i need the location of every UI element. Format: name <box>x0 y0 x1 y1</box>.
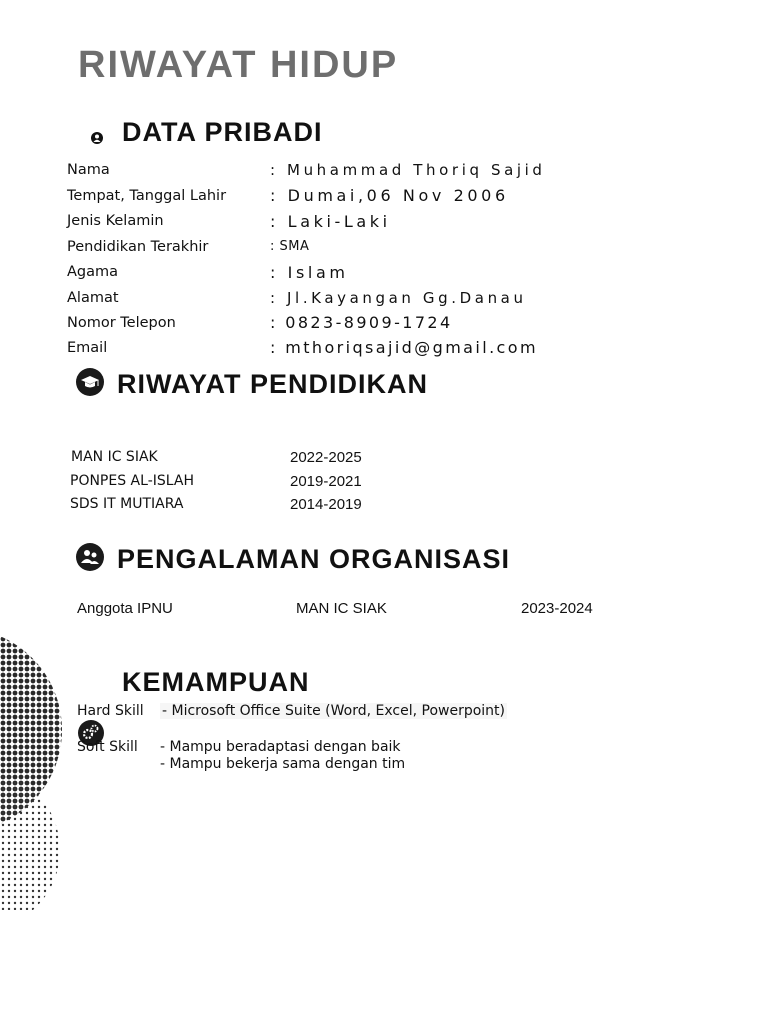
field-label-telepon: Nomor Telepon <box>67 315 176 331</box>
soft-skill-item: - Mampu bekerja sama dengan tim <box>160 756 406 772</box>
field-value-ttl: : Dumai,06 Nov 2006 <box>270 186 509 205</box>
education-years: 2014-2019 <box>290 496 362 513</box>
education-school: SDS IT MUTIARA <box>70 496 184 512</box>
hard-skill-label: Hard Skill <box>77 703 144 719</box>
field-label-alamat: Alamat <box>67 290 119 306</box>
education-school: PONPES AL-ISLAH <box>70 473 194 489</box>
field-label-nama: Nama <box>67 162 110 178</box>
field-value-agama: : Islam <box>270 263 349 282</box>
field-label-email: Email <box>67 340 108 356</box>
page-title: RIWAYAT HIDUP <box>78 44 399 86</box>
hard-skill-item: - Microsoft Office Suite (Word, Excel, Powerpoint) <box>162 703 506 719</box>
field-label-pendidikan: Pendidikan Terakhir <box>67 239 209 255</box>
field-value-pendidikan: : SMA <box>270 239 310 254</box>
field-label-ttl: Tempat, Tanggal Lahir <box>67 188 227 204</box>
soft-skill-item: - Mampu beradaptasi dengan baik <box>160 739 401 755</box>
field-value-telepon: : 0823-8909-1724 <box>270 313 453 332</box>
soft-skill-label: Soft Skill <box>77 739 138 755</box>
field-value-jenis-kelamin: : Laki-Laki <box>270 212 391 231</box>
field-value-alamat: : Jl.Kayangan Gg.Danau <box>270 289 527 307</box>
field-value-nama: : Muhammad Thoriq Sajid <box>270 161 546 179</box>
field-label-jenis-kelamin: Jenis Kelamin <box>67 213 164 229</box>
organization-years: 2023-2024 <box>521 600 593 617</box>
education-years: 2022-2025 <box>290 449 362 466</box>
graduation-cap-icon <box>76 368 104 396</box>
section-heading-riwayat-pendidikan: RIWAYAT PENDIDIKAN <box>117 369 429 399</box>
section-heading-kemampuan: KEMAMPUAN <box>122 667 310 697</box>
group-icon <box>76 543 104 571</box>
field-value-email: : mthoriqsajid@gmail.com <box>270 338 538 357</box>
organization-role: Anggota IPNU <box>77 600 173 617</box>
section-heading-data-pribadi: DATA PRIBADI <box>122 117 323 147</box>
section-heading-pengalaman-organisasi: PENGALAMAN ORGANISASI <box>117 544 511 574</box>
organization-place: MAN IC SIAK <box>296 600 387 617</box>
halftone-decoration <box>0 630 70 910</box>
person-icon <box>90 130 104 144</box>
education-years: 2019-2021 <box>290 473 362 490</box>
field-label-agama: Agama <box>67 264 119 280</box>
education-school: MAN IC SIAK <box>71 449 158 465</box>
